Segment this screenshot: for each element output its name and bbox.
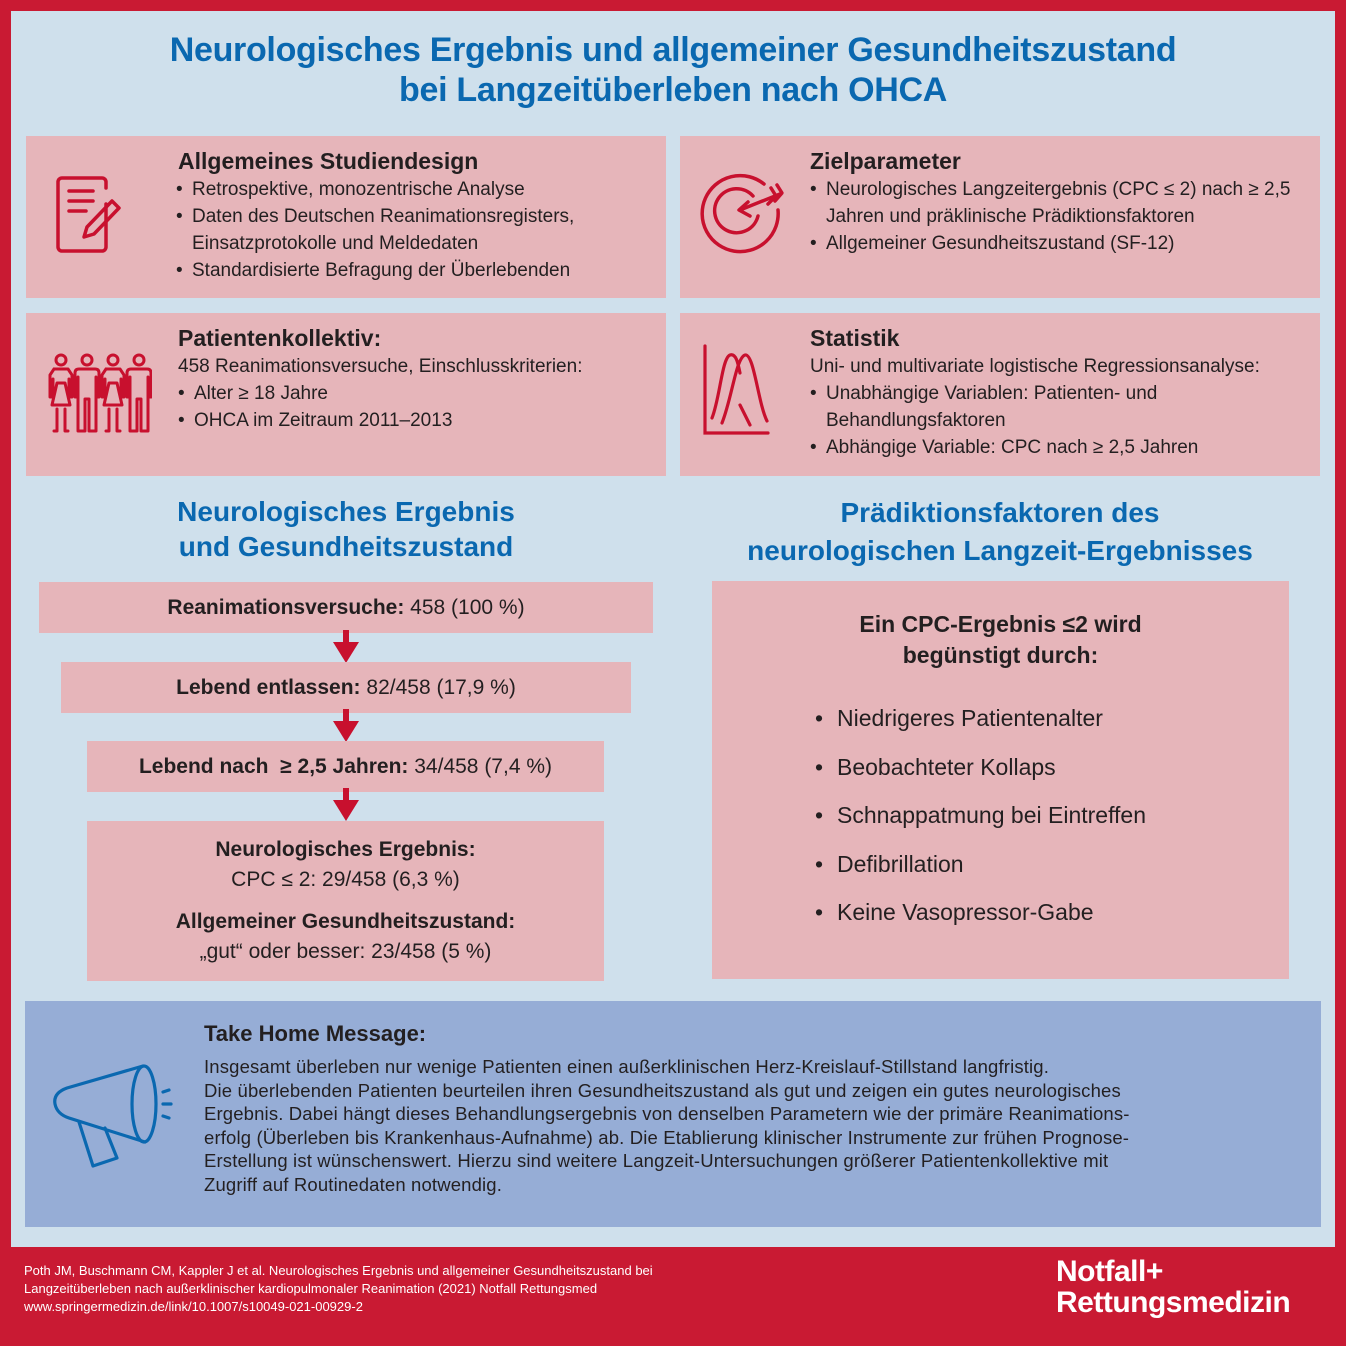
health-status-label: Allgemeiner Gesundheitszustand: (175, 910, 516, 933)
document-pen-icon (54, 174, 124, 254)
predictors-box (712, 581, 1289, 979)
list-item: • Defibrillation (815, 849, 1146, 898)
journal-logo-line2: Rettungsmedizin (1056, 1286, 1291, 1319)
card-patient-collective (26, 313, 666, 476)
health-status-value: „gut“ oder besser: 23/458 (5 %) (199, 940, 492, 963)
flow-step-alive-after-2-5-years (87, 741, 604, 792)
flow-step-label: Lebend nach ≥ 2,5 Jahren: (138, 754, 409, 778)
take-home-message-box (25, 1001, 1321, 1227)
neuro-outcome-value: CPC ≤ 2: 29/458 (6,3 %) (231, 868, 460, 891)
flow-step-label: Lebend entlassen: (176, 675, 361, 699)
page-title (11, 30, 1335, 110)
people-group-icon (48, 351, 152, 439)
predictors-heading-line2: begünstigt durch: (902, 642, 1099, 668)
list-item: • Retrospektive, monozentrische Analyse (176, 176, 656, 203)
take-home-line: Zugriff auf Routinedaten notwendig. (204, 1173, 503, 1195)
list-item: • Neurologisches Langzeitergebnis (CPC ≤ 2) nach ≥ 2,5 Jahren und präklinische Prädiktionsfaktoren (810, 176, 1310, 230)
take-home-line: Ergebnis. Dabei hängt dieses Behandlungsergebnis von denselben Parametern wie der primäre Reanimations- (204, 1103, 1130, 1124)
outcome-section-title (26, 494, 666, 564)
list-item: • OHCA im Zeitraum 2011–2013 (178, 407, 658, 434)
list-item: • Beobachteter Kollaps (815, 752, 1146, 801)
arrow-down-icon (331, 788, 361, 824)
neuro-outcome-label: Neurologisches Ergebnis: (215, 838, 476, 861)
take-home-line: Insgesamt überleben nur wenige Patienten einen außerklinischen Herz-Kreislauf-Stillstand langfristig. (204, 1056, 1050, 1077)
card-study-design (26, 136, 666, 298)
card-title: Patientenkollektiv: (178, 325, 382, 351)
citation (24, 1262, 653, 1316)
take-home-text (204, 1055, 1304, 1196)
card-title: Statistik (810, 325, 900, 351)
outcome-title-line1: Neurologisches Ergebnis (177, 496, 515, 527)
arrow-down-icon (331, 630, 361, 666)
take-home-title: Take Home Message: (204, 1021, 427, 1046)
list-item: • Allgemeiner Gesundheitszustand (SF-12) (810, 230, 1310, 257)
list-item: • Standardisierte Befragung der Überlebenden (176, 257, 656, 284)
page-title-line2: bei Langzeitüberleben nach OHCA (399, 71, 947, 109)
predictors-list (815, 703, 1146, 946)
list-item: • Schnappatmung bei Eintreffen (815, 800, 1146, 849)
predictors-section-title (690, 494, 1310, 570)
predictors-heading (712, 609, 1289, 671)
journal-logo (1056, 1256, 1290, 1318)
predictors-heading-line1: Ein CPC-Ergebnis ≤2 wird (859, 611, 1142, 637)
card-target-parameters (680, 136, 1320, 298)
citation-link[interactable]: www.springermedizin.de/link/10.1007/s10049-021-00929-2 (24, 1299, 363, 1314)
list-item: • Daten des Deutschen Reanimationsregisters, Einsatzprotokolle und Meldedaten (176, 203, 656, 257)
card-body (810, 353, 1330, 461)
list-item: • Unabhängige Variablen: Patienten- und Behandlungsfaktoren (810, 380, 1230, 434)
flow-step-discharged-alive (61, 662, 631, 713)
citation-line: Langzeitüberleben nach außerklinischer kardiopulmonaler Reanimation (2021) Notfall Rettungsmed (24, 1281, 598, 1296)
card-body (176, 176, 656, 284)
card-body (810, 176, 1310, 257)
list-item: • Alter ≥ 18 Jahre (178, 380, 658, 407)
flow-step-label: Reanimationsversuche: (167, 595, 405, 619)
card-title: Zielparameter (810, 148, 961, 174)
flow-step-value: 34/458 (7,4 %) (414, 754, 553, 778)
flow-step-final-outcome (87, 821, 604, 981)
list-item: • Niedrigeres Patientenalter (815, 703, 1146, 752)
flow-step-resuscitation-attempts (39, 582, 653, 633)
outcome-title-line2: und Gesundheitszustand (178, 531, 514, 562)
take-home-line: Die überlebenden Patienten beurteilen ihren Gesundheitszustand als gut und zeigen ein gutes neurologisches (204, 1079, 1121, 1101)
predictors-title-line1: Prädiktionsfaktoren des (840, 497, 1160, 528)
take-home-line: erfolg (Überleben bis Krankenhaus-Aufnahme) ab. Die Etablierung klinischer Instrumente zur frühen Prognose- (204, 1126, 1130, 1148)
take-home-line: Erstellung ist wünschenswert. Hierzu sind weitere Langzeit-Untersuchungen größerer Patientenkollektive mit (204, 1150, 1109, 1171)
arrow-down-icon (331, 709, 361, 745)
flow-step-value: 82/458 (17,9 %) (366, 675, 516, 699)
journal-logo-line1: Notfall+ (1056, 1255, 1163, 1288)
distribution-curve-icon (702, 343, 772, 438)
card-intro: 458 Reanimationsversuche, Einschlusskriterien: (178, 356, 583, 377)
list-item: • Keine Vasopressor-Gabe (815, 897, 1146, 946)
target-arrow-icon (698, 166, 788, 256)
predictors-title-line2: neurologischen Langzeit-Ergebnisses (747, 535, 1253, 566)
flow-step-value: 458 (100 %) (410, 595, 525, 619)
card-intro: Uni- und multivariate logistische Regressionsanalyse: (810, 356, 1260, 377)
card-title: Allgemeines Studiendesign (178, 148, 479, 174)
megaphone-icon (45, 1056, 185, 1176)
list-item: • Abhängige Variable: CPC nach ≥ 2,5 Jahren (810, 434, 1330, 461)
card-body (178, 353, 658, 434)
card-statistics (680, 313, 1320, 476)
citation-line: Poth JM, Buschmann CM, Kappler J et al. Neurologisches Ergebnis und allgemeiner Gesundheitszustand bei (24, 1263, 653, 1278)
page-title-line1: Neurologisches Ergebnis und allgemeiner Gesundheitszustand (169, 31, 1177, 69)
